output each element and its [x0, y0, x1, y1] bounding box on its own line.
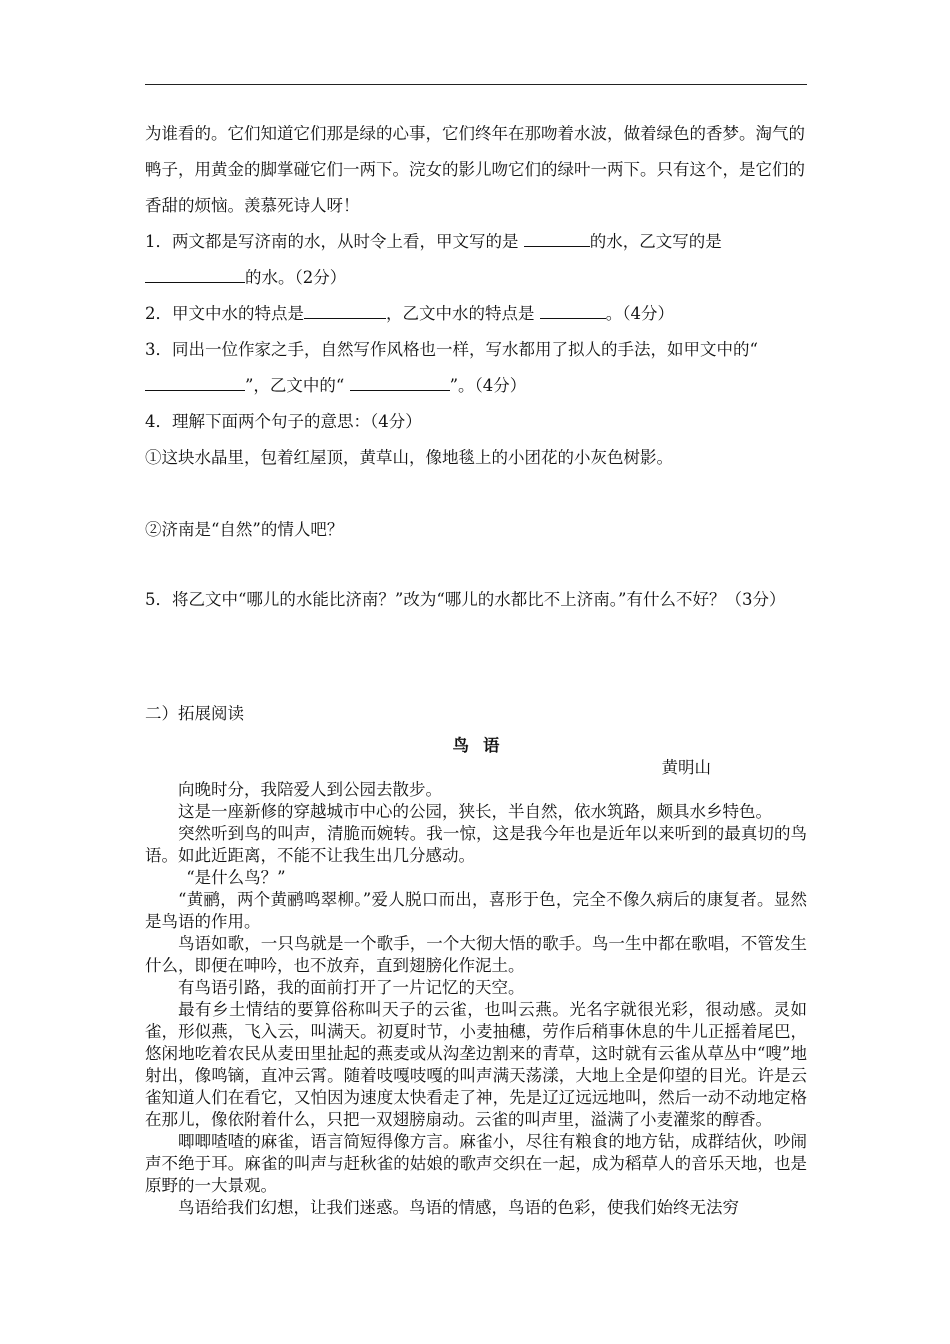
answer-space: [145, 476, 807, 512]
q3-text-c: ”。（4分）: [449, 376, 527, 395]
question-4-stem: 4．理解下面两个句子的意思：（4分）: [145, 412, 422, 431]
paragraph: 突然听到鸟的叫声，清脆而婉转。我一惊，这是我今年也是近年以来听到的最真切的鸟语。如此近距离，不能不让我生出几分感动。: [145, 824, 807, 865]
extended-reading-section: [145, 703, 807, 1219]
answer-blank[interactable]: [304, 300, 386, 319]
answer-blank[interactable]: [540, 300, 606, 319]
q2-text-c: 。（4分）: [605, 304, 674, 323]
paragraph: 最有乡土情结的要算俗称叫天子的云雀，也叫云燕。光名字就很光彩，很动感。灵如雀，形似燕，飞入云，叫满天。初夏时节，小麦抽穗，劳作后稍事休息的牛儿正摇着尾巴，悠闲地吃着农民从麦田里扯起的燕麦或从沟垄边割来的青草，这时就有云雀从草丛中“嗖”地射出，像鸣镝，直冲云霄。随着吱嘎吱嘎的叫声满天荡漾，大地上全是仰望的目光。许是云雀知道人们在看它，又怕因为速度太快看走了神，先是辽辽远远地叫，然后一动不动地定格在那儿，像依附着什么，只把一双翅膀扇动。云雀的叫声里，溢满了小麦灌浆的醇香。: [145, 1000, 807, 1129]
question-2: [145, 296, 807, 332]
question-5: 5．将乙文中“哪儿的水能比济南？”改为“哪儿的水都比不上济南。”有什么不好？（3分）: [145, 590, 786, 609]
answer-space: [145, 548, 807, 582]
question-4-sentence-1: ①这块水晶里，包着红屋顶，黄草山，像地毯上的小团花的小灰色树影。: [145, 448, 673, 467]
questions-section: [145, 116, 807, 618]
paragraph: 鸟语如歌，一只鸟就是一个歌手，一个大彻大悟的歌手。鸟一生中都在歌唱，不管发生什么，即便在呻吟，也不放弃，直到翅膀化作泥土。: [145, 934, 807, 975]
question-3: [145, 332, 807, 404]
question-1: [145, 224, 807, 296]
answer-blank[interactable]: [524, 228, 590, 247]
answer-blank[interactable]: [145, 264, 245, 283]
article-author: 黄明山: [661, 758, 711, 777]
q3-text-a: 3．同出一位作家之手，自然写作风格也一样，写水都用了拟人的手法，如甲文中的“: [145, 340, 758, 359]
q1-text-c: 的水。（2分）: [245, 268, 347, 287]
q2-text-a: 2．甲文中水的特点是: [145, 304, 304, 323]
q2-text-b: ，乙文中水的特点是: [386, 304, 540, 323]
paragraph: “黄鹂，两个黄鹂鸣翠柳。”爱人脱口而出，喜形于色，完全不像久病后的康复者。显然是鸟语的作用。: [145, 890, 807, 931]
article-title: 鸟语: [452, 736, 514, 755]
paragraph: 这是一座新修的穿越城市中心的公园，狭长，半自然，依水筑路，颇具水乡特色。: [178, 802, 772, 821]
q1-text-b: 的水，乙文写的是: [589, 232, 722, 251]
paragraph: 有鸟语引路，我的面前打开了一片记忆的天空。: [178, 978, 525, 997]
answer-blank[interactable]: [145, 372, 245, 391]
q1-text-a: 1．两文都是写济南的水，从时令上看，甲文写的是: [145, 232, 524, 251]
header-rule: [145, 84, 807, 85]
passage-end: 为谁看的。它们知道它们那是绿的心事，它们终年在那吻着水波，做着绿色的香梦。淘气的鸭子，用黄金的脚掌碰它们一两下。浣女的影儿吻它们的绿叶一两下。只有这个，是它们的香甜的烦恼。羡慕死诗人呀！: [145, 124, 805, 215]
answer-blank[interactable]: [350, 372, 450, 391]
paragraph: 唧唧喳喳的麻雀，语言简短得像方言。麻雀小，尽往有粮食的地方钻，成群结伙，吵闹声不绝于耳。麻雀的叫声与赶秋雀的姑娘的歌声交织在一起，成为稻草人的音乐天地，也是原野的一大景观。: [145, 1132, 807, 1195]
paragraph: “是什么鸟？”: [186, 868, 286, 887]
section-heading: 二）拓展阅读: [145, 704, 244, 723]
question-4-sentence-2: ②济南是“自然”的情人吧？: [145, 520, 344, 539]
q3-text-b: ”，乙文中的“: [245, 376, 350, 395]
paragraph: 向晚时分，我陪爱人到公园去散步。: [178, 780, 442, 799]
paragraph: 鸟语给我们幻想，让我们迷惑。鸟语的情感，鸟语的色彩，使我们始终无法穷: [178, 1198, 739, 1217]
